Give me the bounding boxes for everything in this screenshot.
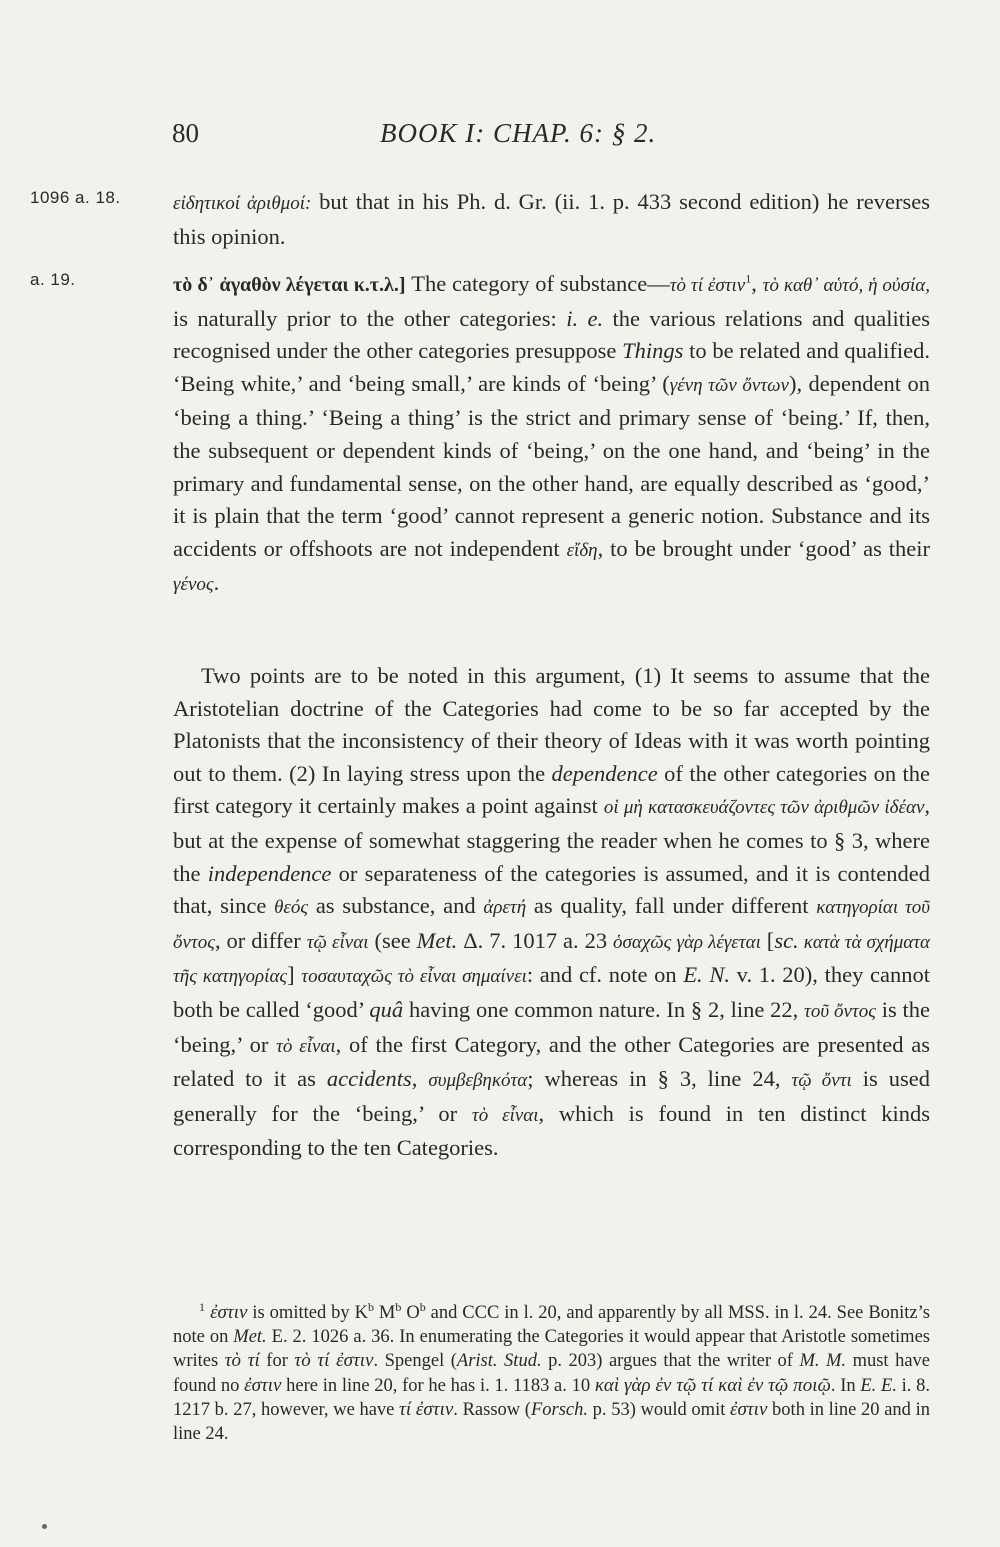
lemma: τὸ δ᾽ ἀγαθὸν λέγεται κ.τ.λ.] — [173, 274, 406, 296]
footnote-number: 1 — [199, 1299, 205, 1314]
running-head: BOOK I: CHAP. 6: § 2. — [380, 118, 657, 148]
footnote: $^1$ ἐστιν is omitted by $K^b$ $M^b$ $O^b$ and CCC in l. 20, and apparently by all MSS. in l. 24. See Bonitz’s note on Met. E. 2. 1026 a. 36. In enumerating the Categories it would appear that Aristotle sometimes writes τὸ τί for τὸ τί ἐστιν. Spengel (Arist. Stud. p. 203) argues that the writer of M. M. must have found no ἐστιν here in line 20, for he has i. 1. 1183 a. 10 καὶ γὰρ ἐν τῷ τί καὶ ἐν τῷ ποιῷ. In E. E. i. 8. 1217 b. 27, however, we have τί ἐστιν. Rassow (Forsch. p. 53) would omit ἐστιν both in line 20 and in line 24. — [173, 1299, 931, 1444]
lemma: εἰδητικοί ἀριθμοί: — [173, 193, 312, 214]
commentary-paragraph: Two points are to be noted in this argument, (1) It seems to assume that the Aristotelian doctrine of the Categories had come to be so far accepted by the Platonists that the inconsistency of their theory of Ideas with it was worth pointing out to them. (2) In laying stress upon the dependence of the other categories on the first category it certainly makes a point against οἱ μὴ κατασκευάζοντες τῶν ἀριθμῶν ἰδέαν, but at the expense of somewhat staggering the reader when he comes to § 3, where the independence or separateness of the categories is assumed, and it is contended that, since θεός as substance, and ἀρετή as quality, fall under different κατηγορίαι τοῦ ὄντος, or differ τῷ εἶναι (see Met. Δ. 7. 1017 a. 23 ὁσαχῶς γὰρ λέγεται [sc. κατὰ τὰ σχήματα τῆς κατηγορίας] τοσαυταχῶς τὸ εἶναι σημαίνει: and cf. note on E. N. v. 1. 20), they cannot both be called ‘good’ quâ having one common nature. In § 2, line 22, τοῦ ὄντος is the ‘being,’ or τὸ εἶναι, of the first Category, and the other Categories are presented as related to it as accidents, συμβεβηκότα; whereas in § 3, line 24, τῷ ὄντι is used generally for the ‘being,’ or τὸ εἶναι, which is found in ten distinct kinds corresponding to the ten Categories. — [173, 663, 931, 1161]
line-reference: a. 19. — [30, 270, 76, 289]
entry-text: εἰδητικοί ἀριθμοί: but that in his Ph. d. Gr. (ii. 1. p. 433 second edition) he reverses this opinion. — [173, 189, 930, 249]
commentary-entry — [30, 268, 930, 602]
line-reference: 1096 a. 18. — [30, 188, 121, 207]
page-header — [172, 118, 932, 162]
commentary-entry — [30, 186, 930, 253]
ink-speck — [42, 1524, 47, 1529]
page-number: 80 — [172, 118, 199, 148]
entry-text: τὸ δ᾽ ἀγαθὸν λέγεται κ.τ.λ.] The category of substance—τὸ τί ἐστιν$^1$, τὸ καθ᾽ αὑτό, ἡ οὐσία, is naturally prior to the other categories: i. e. the various relations and qualities recognised under the other categories presuppose Things to be related and qualified. ‘Being white,’ and ‘being small,’ are kinds of ‘being’ (γένη τῶν ὄντων), dependent on ‘being a thing.’ ‘Being a thing’ is the strict and primary sense of ‘being.’ If, then, the subsequent or dependent kinds of ‘being,’ on the one hand, and ‘being’ in the primary and fundamental sense, on the other hand, are equally described as ‘good,’ it is plain that the term ‘good’ cannot represent a generic notion. Substance and its accidents or offshoots are not independent εἴδη, to be brought under ‘good’ as their γένος. — [173, 271, 930, 596]
footnote-marker[interactable]: 1 — [745, 271, 752, 286]
